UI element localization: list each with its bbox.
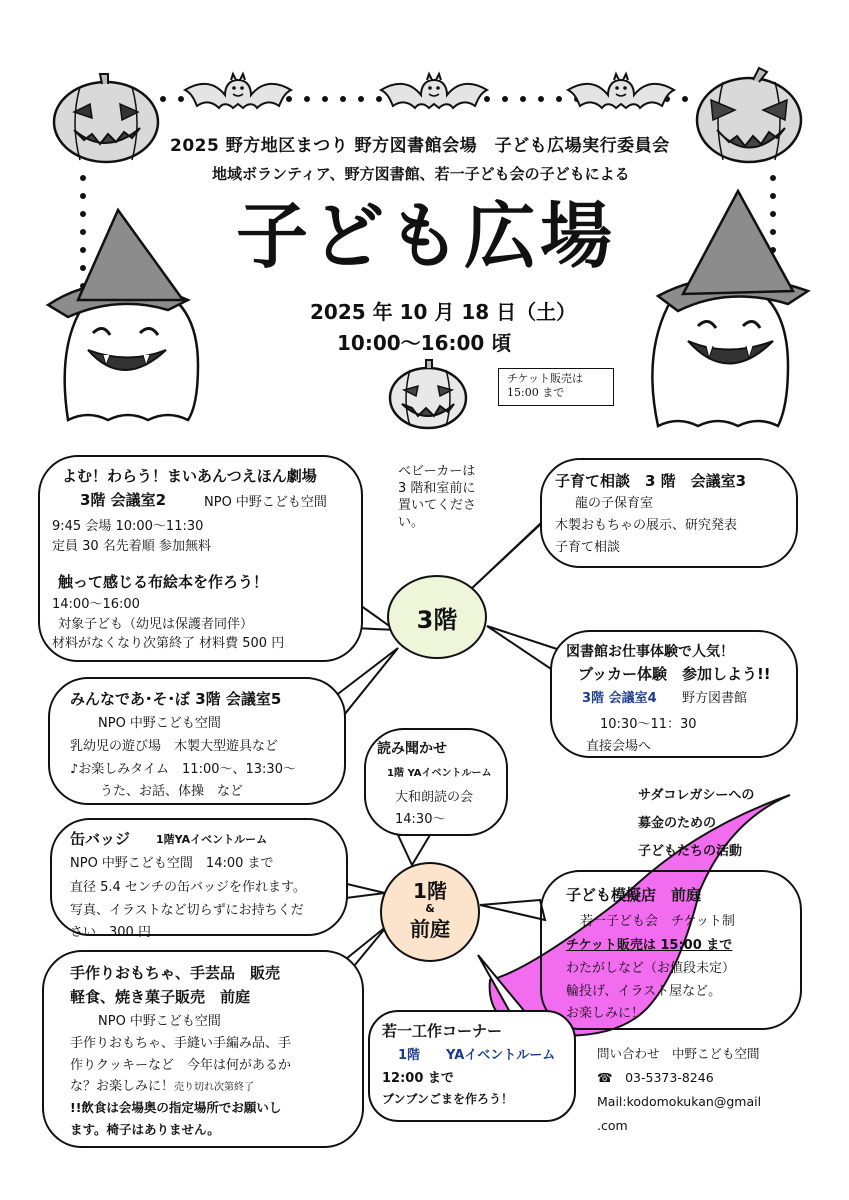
shop-content [566, 884, 798, 1024]
theater-content [52, 465, 362, 660]
contact-block [597, 1042, 842, 1138]
shop-desc2: 輪投げ、イラスト屋など。 [566, 984, 722, 999]
crafts-desc3-line [70, 1075, 254, 1094]
shop-desc: わたがしなど（お値段未定） [566, 961, 736, 976]
crafts-desc5: ます。椅子はありません。 [70, 1122, 220, 1137]
crafts-desc3: な？お楽しみに！ [70, 1079, 175, 1094]
crafts-title2: 軽食、焼き菓子販売 前庭 [70, 988, 251, 1006]
shop-org: 若一子ども会 チケット制 [580, 914, 735, 929]
reading-content [377, 738, 507, 833]
shop-desc3: お楽しみに！ [566, 1006, 645, 1021]
library-note: 直接会場へ [586, 739, 652, 754]
badge-content [70, 828, 350, 940]
stroller-note [398, 463, 476, 531]
stroller-note-line3: 置いてくださ [398, 498, 477, 513]
hub-1f [380, 862, 480, 962]
play-desc: 乳幼児の遊び場 木製大型遊具など [70, 739, 279, 754]
theater-title: よむ！わらう！まいあんつえほん劇場 [62, 467, 317, 485]
badge-desc3: さい 300 円 [70, 925, 151, 940]
contact-label: 問い合わせ 中野こども空間 [597, 1046, 760, 1061]
play-desc3: うた、お話、体操 など [100, 784, 244, 799]
sadako-line2: 募金のための [638, 816, 717, 831]
contact-mail[interactable]: Mail:kodomokukan@gmail [597, 1094, 762, 1109]
badge-org: NPO 中野こども空間 14:00 まで [70, 856, 274, 871]
badge-title: 缶バッジ [70, 830, 131, 848]
crafts-title: 手作りおもちゃ、手芸品 販売 [70, 964, 281, 982]
crafts-desc: 手作りおもちゃ、手縫い手編み品、手 [70, 1036, 292, 1051]
stroller-note-line4: い。 [398, 515, 425, 530]
play-desc2: ♪お楽しみタイム 11:00～、13:30～ [70, 762, 296, 777]
theater-time2: 14:00～16:00 [52, 597, 140, 612]
event-date: 2025 年 10 月 18 日（土） [310, 300, 577, 324]
hub-3f [387, 575, 487, 659]
parenting-desc: 木製おもちゃの展示、研究発表 [555, 518, 738, 533]
theater-time: 9:45 会場 10:00～11:30 [52, 519, 204, 534]
parenting-org: 龍の子保育室 [575, 496, 654, 511]
reading-org: 大和朗読の会 [395, 790, 474, 805]
reading-time: 14:30～ [395, 812, 446, 827]
hub-3f-label: 3階 [416, 605, 458, 634]
workshop-title: 若一工作コーナー [382, 1022, 503, 1040]
stroller-note-line2: 3 階和室前に [398, 481, 476, 496]
theater-title2: 触って感じる布絵本を作ろう！ [58, 573, 269, 591]
shop-ticket: チケット販売は 15:00 まで [566, 938, 733, 953]
workshop-time: 12:00 まで [382, 1071, 454, 1086]
hub-1f-label2: 前庭 [410, 917, 450, 941]
ticket-note-line2: 15:00 まで [507, 386, 565, 399]
page-title: 子ども広場 [236, 194, 617, 278]
library-title2: ブッカー体験 参加しよう!! [578, 665, 771, 683]
stroller-note-line1: ベビーカーは [398, 464, 476, 479]
workshop-room: 1階 YAイベントルーム [398, 1048, 556, 1063]
organizers-line: 2025 野方地区まつり 野方図書館会場 子ども広場実行委員会 [170, 136, 670, 156]
parenting-title: 子育て相談 3 階 会議室3 [555, 472, 747, 490]
crafts-desc2: 作りクッキーなど 今年は何があるか [70, 1058, 292, 1073]
crafts-content [70, 962, 370, 1142]
subtitle-line: 地域ボランティア、野方図書館、若一子ども会の子どもによる [212, 165, 630, 183]
ticket-note-line1: チケット販売は [507, 372, 584, 385]
event-time: 10:00～16:00 頃 [337, 331, 512, 355]
sadako-line3: 子どもたちの活動 [638, 844, 743, 859]
sadako-line1: サダコレガシーへの [638, 788, 755, 803]
theater-fee: 材料がなくなり次第終了 材料費 500 円 [52, 636, 285, 651]
parenting-content [555, 470, 795, 565]
play-content [70, 688, 350, 803]
badge-desc2: 写真、イラストなど切らずにお持ちくだ [70, 903, 304, 918]
library-content [566, 641, 796, 756]
reading-room: 1階 YAイベントルーム [387, 768, 492, 779]
workshop-desc: ブンブンごまを作ろう！ [382, 1092, 514, 1106]
theater-org: NPO 中野こども空間 [204, 495, 327, 510]
sadako-text [638, 782, 754, 866]
contact-phone[interactable]: 03-5373-8246 [625, 1070, 714, 1085]
crafts-desc3-small: 売り切れ次第終了 [174, 1082, 255, 1093]
workshop-content [382, 1020, 572, 1118]
phone-icon: ☎ [597, 1070, 613, 1085]
badge-desc: 直径 5.4 センチの缶バッジを作れます。 [70, 880, 306, 895]
library-org: 野方図書館 [682, 691, 748, 706]
contact-mail2: .com [597, 1118, 628, 1133]
parenting-desc2: 子育て相談 [555, 540, 621, 555]
crafts-org: NPO 中野こども空間 [98, 1014, 221, 1029]
shop-title: 子ども模擬店 前庭 [566, 886, 702, 904]
reading-title: 読み聞かせ [377, 741, 447, 757]
hub-1f-amp: & [425, 902, 435, 915]
library-title: 図書館お仕事体験で人気！ [566, 644, 734, 660]
theater-target: 対象子ども（幼児は保護者同伴） [58, 617, 254, 632]
badge-room: 1階YAイベントルーム [156, 833, 268, 846]
play-title: みんなであ･そ･ぼ 3階 会議室5 [70, 690, 282, 708]
theater-room: 3階 会議室2 [80, 491, 167, 509]
crafts-desc4: !!飲食は会場奥の指定場所でお願いし [70, 1100, 282, 1115]
library-room: 3階 会議室4 [582, 691, 657, 706]
hub-1f-label: 1階 [413, 879, 447, 903]
contact-phone-line [597, 1066, 842, 1090]
library-time: 10:30～11：30 [600, 717, 697, 732]
play-org: NPO 中野こども空間 [98, 716, 221, 731]
theater-capacity: 定員 30 名先着順 参加無料 [52, 539, 211, 554]
